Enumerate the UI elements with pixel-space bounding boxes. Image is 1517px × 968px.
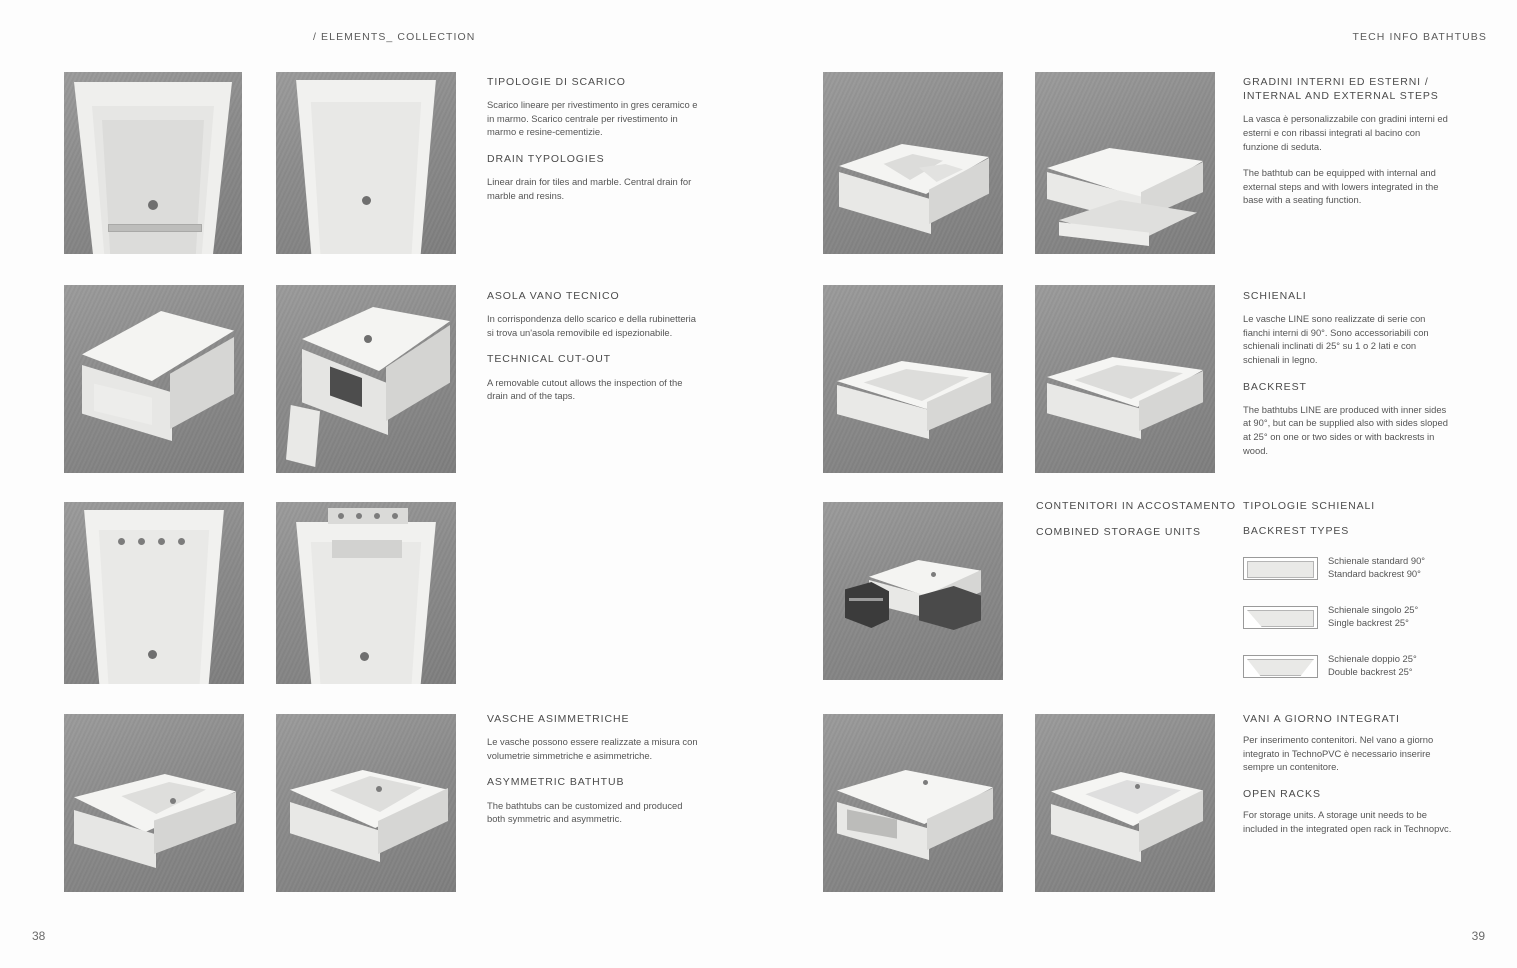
removable-panel	[286, 405, 320, 467]
section-title-en: DRAIN TYPOLOGIES	[487, 153, 605, 166]
legend-label-it: Schienale doppio 25°	[1328, 653, 1417, 665]
drain-hole	[170, 798, 176, 804]
legend-label-double-25	[1328, 653, 1417, 678]
section-body-en: A removable cutout allows the inspection of the drain and of the taps.	[487, 376, 683, 402]
section-title-en: ASYMMETRIC BATHTUB	[487, 776, 625, 789]
section-asymmetric-bathtub	[487, 712, 702, 826]
photo-technical-panel-closed	[64, 285, 244, 473]
backrest-types-title-en: BACKREST TYPES	[1243, 525, 1350, 537]
section-body-it: In corrispondenza dello scarico e della rubinetteria si trova un'asola removibile ed ispezionabile.	[487, 313, 696, 338]
section-body-it: Le vasche LINE sono realizzate di serie con fianchi interni di 90°. Sono accessoriabili con schienali inclinati di 25° su 1 o 2 lati e con schienali in legno.	[1243, 313, 1429, 366]
legend-label-it: Schienale standard 90°	[1328, 555, 1426, 567]
tap-hole-2	[356, 513, 362, 519]
legend-label-standard-90	[1328, 555, 1425, 580]
tap-hole-3	[158, 538, 165, 545]
section-title-it: SCHIENALI	[1243, 290, 1307, 302]
legend-label-en: Double backrest 25°	[1328, 666, 1413, 677]
linear-drain	[108, 224, 202, 232]
section-open-racks	[1243, 712, 1455, 835]
backrest-types-title-it: TIPOLOGIE SCHIENALI	[1243, 500, 1376, 512]
section-body-en: For storage units. A storage unit needs to be included in the integrated open rack in Technopvc.	[1243, 809, 1452, 834]
legend-label-single-25	[1328, 604, 1418, 629]
photo-technical-cutout-open	[276, 285, 456, 473]
tap-hole-3	[374, 513, 380, 519]
tub-interior	[306, 542, 426, 684]
section-title-it: TIPOLOGIE DI SCARICO	[487, 76, 626, 88]
header-section-label: TECH INFO BATHTUBS	[1352, 31, 1487, 43]
page-number-left: 38	[32, 929, 46, 943]
photo-combined-storage-units	[823, 502, 1003, 680]
section-drain-typologies	[487, 75, 702, 202]
drain-hole	[1135, 784, 1140, 789]
tap-hole-1	[118, 538, 125, 545]
legend-row-single-25	[1243, 604, 1418, 630]
photo-backrest-25	[1035, 285, 1215, 473]
photo-asymmetric-tub-2	[276, 714, 456, 892]
section-title-en: OPEN RACKS	[1243, 788, 1321, 801]
photo-central-drain	[276, 72, 456, 254]
photo-internal-step-tub	[823, 72, 1003, 254]
central-drain	[362, 196, 371, 205]
drain-hole	[376, 786, 382, 792]
drain-hole	[148, 650, 157, 659]
storage-unit-shelf-divider	[849, 598, 883, 601]
photo-open-rack-tub-2	[1035, 714, 1215, 892]
photo-external-step-tub	[1035, 72, 1215, 254]
caption-storage-it: CONTENITORI IN ACCOSTAMENTO	[1036, 500, 1236, 512]
photo-backrest-90	[823, 285, 1003, 473]
photo-open-rack-tub-1	[823, 714, 1003, 892]
tap-hole-4	[392, 513, 398, 519]
legend-row-standard-90	[1243, 555, 1425, 581]
backrest-single-25-icon	[1243, 604, 1318, 630]
drain-hole	[931, 572, 936, 577]
caption-storage-en: COMBINED STORAGE UNITS	[1036, 526, 1201, 538]
photo-asymmetric-tub-1	[64, 714, 244, 892]
tap-hole-4	[178, 538, 185, 545]
section-body-en: Linear drain for tiles and marble. Central drain for marble and resins.	[487, 176, 692, 201]
tub-interior	[306, 102, 426, 254]
legend-label-en: Standard backrest 90°	[1328, 568, 1421, 579]
shelf-recess	[332, 540, 402, 558]
section-body-it: Scarico lineare per rivestimento in gres ceramico e in marmo. Scarico centrale per rivestimento in marmo e resine-cementizie.	[487, 99, 698, 138]
section-internal-external-steps	[1243, 75, 1455, 207]
section-title-it: VANI A GIORNO INTEGRATI	[1243, 713, 1400, 725]
photo-tub-taps-interior	[64, 502, 244, 684]
legend-label-en: Single backrest 25°	[1328, 617, 1409, 628]
legend-label-it: Schienale singolo 25°	[1328, 604, 1419, 616]
section-body-it: Per inserimento contenitori. Nel vano a giorno integrato in TechnoPVC è necessario inserire sempre un contenitore.	[1243, 734, 1434, 773]
section-body-en: The bathtubs LINE are produced with inner sides at 90°, but can be supplied also with sides sloped at 25° on one or two sides or with backrests in wood.	[1243, 403, 1448, 456]
tap-hole-1	[338, 513, 344, 519]
backrest-standard-90-icon	[1243, 555, 1318, 581]
backrest-double-25-icon	[1243, 653, 1318, 679]
photo-linear-drain	[64, 72, 242, 254]
section-body-en: The bathtub can be equipped with internal and external steps and with lowers integrated in the base with a seating function.	[1243, 167, 1439, 206]
tap-hole	[148, 200, 158, 210]
tub-interior	[94, 530, 214, 684]
section-backrest	[1243, 289, 1455, 457]
photo-tub-shelf-interior	[276, 502, 456, 684]
section-title-it: VASCHE ASIMMETRICHE	[487, 713, 630, 725]
header-collection-label: / ELEMENTS_ COLLECTION	[313, 31, 476, 43]
page-number-right: 39	[1471, 929, 1485, 943]
tap-hole	[364, 335, 372, 343]
tap-hole-2	[138, 538, 145, 545]
legend-row-double-25	[1243, 653, 1417, 679]
section-technical-cutout	[487, 289, 702, 403]
section-title-it-en: GRADINI INTERNI ED ESTERNI / INTERNAL AND EXTERNAL STEPS	[1243, 76, 1439, 103]
tub-basin	[102, 120, 204, 254]
section-body-it: La vasca è personalizzabile con gradini interni ed esterni e con ribassi integrati al bacino con funzione di seduta.	[1243, 113, 1448, 152]
section-title-en: BACKREST	[1243, 380, 1307, 393]
drain-hole	[923, 780, 928, 785]
section-title-en: TECHNICAL CUT-OUT	[487, 353, 611, 366]
section-body-en: The bathtubs can be customized and produced both symmetric and asymmetric.	[487, 799, 683, 825]
section-title-it: ASOLA VANO TECNICO	[487, 290, 620, 302]
drain-hole	[360, 652, 369, 661]
section-body-it: Le vasche possono essere realizzate a misura con volumetrie simmetriche e asimmetriche.	[487, 736, 698, 761]
